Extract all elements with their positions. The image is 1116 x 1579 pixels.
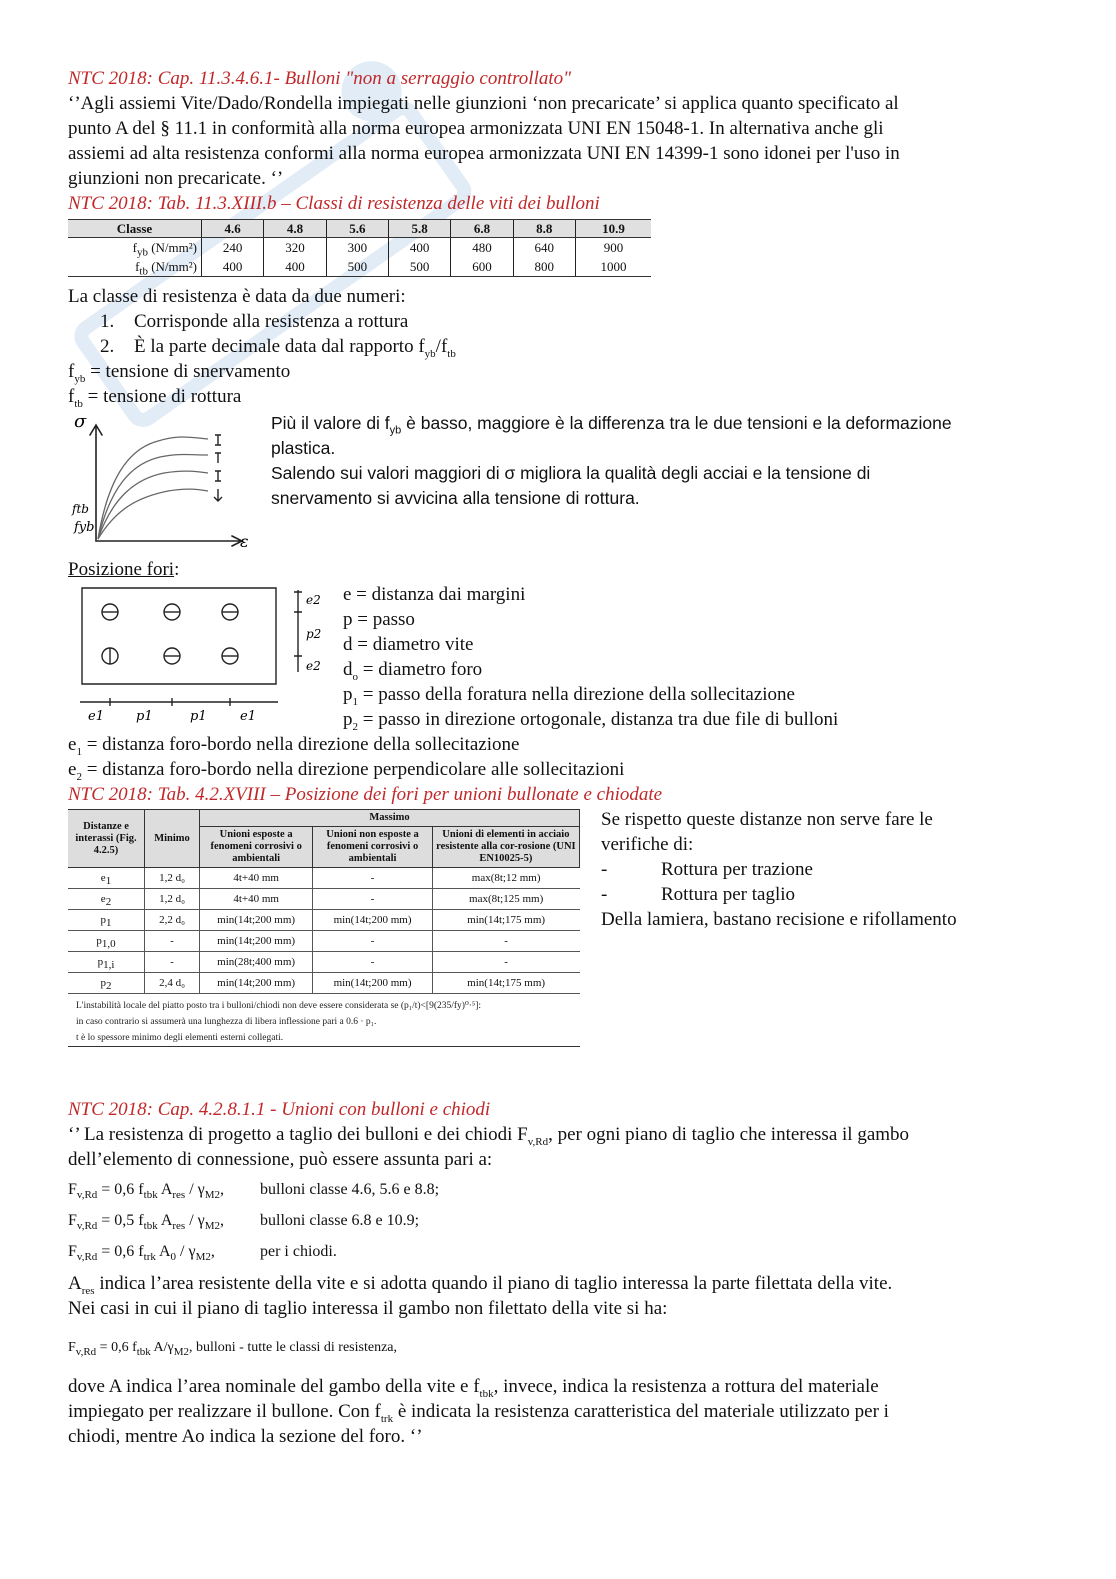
formula-gambo: $F_{v,Rd} = 0,6$ $f_{tbk}$ $A/\gamma_{M2}$, bulloni - tutte le classi di resistenza, [68,1340,398,1358]
table-header: Unioni non esposte a fenomeni corrosivi o ambientali [313,827,433,868]
table-header: 8.8 [513,220,575,238]
stress-strain-sketch [68,409,258,549]
ftb-label: ftb [72,502,89,516]
quote-paragraph [68,91,1058,191]
def-fyb: $f_{yb}$ = tensione di snervamento [68,361,291,385]
epsilon-label: ε [240,532,249,549]
table-row: $p_1$ 2,2 d₀ min(14t;200 mm) min(14t;200 mm) min(14t;175 mm) [68,910,580,931]
definition: d = diametro vite [343,634,474,655]
text-line: punto A del § 11.1 in conformità alla norma europea armonizzata UNI EN 15048-1. In alternativa anche gli [68,118,884,139]
posizione-fori-title: Posizione fori [68,559,175,580]
table-cell: 300 [326,238,388,258]
def-e1: $e_1$ = distanza foro-bordo nella direzione della sollecitazione [68,734,520,758]
text-line: Nei casi in cui il piano di taglio interessa il gambo non filettato della vite si ha: [68,1298,668,1319]
text-line: dove A indica l’area nominale del gambo della vite e $f_{tbk}$, invece, indica la resistenza a rottura del materiale [68,1376,879,1400]
table-row: $e_1$ 1,2 d₀ 4t+40 mm - max(8t;12 mm) [68,868,580,889]
list-item: 1. Corrisponde alla resistenza a rottura [100,311,409,332]
table-header: 6.8 [451,220,513,238]
formula-list [68,1174,1058,1267]
def-ftb: $f_{tb}$ = tensione di rottura [68,386,242,410]
verification-note: Se rispetto queste distanze non serve fare le verifiche di: - Rottura per trazione - Rottura per taglio Della lamiera, bastano recisione e rifollamento [601,809,957,930]
p1-label: p1 [136,709,153,724]
e1-label: e1 [88,709,104,724]
def-e2: $e_2$ = distanza foro-bordo nella direzione perpendicolare alle sollecitazioni [68,759,625,783]
p2-label: p2 [306,627,322,641]
table-header: Unioni di elementi in acciaio resistente alla cor-rosione (UNI EN10025-5) [432,827,579,868]
section-title-classi: NTC 2018: Tab. 11.3.XIII.b – Classi di resistenza delle viti dei bulloni [68,193,600,214]
text-line: dell’elemento di connessione, può essere assunta pari a: [68,1149,493,1170]
row-label: $f_{tb}$ (N/mm²) [68,257,202,277]
e2-label: e2 [306,659,321,673]
table-cell: 500 [326,257,388,277]
table-row: $e_2$ 1,2 d₀ 4t+40 mm - max(8t;125 mm) [68,889,580,910]
table-cell: 500 [388,257,450,277]
list-item: 2. È la parte decimale data dal rapporto $f_{yb}/f_{tb}$ [100,336,456,360]
text-line: assiemi ad alta resistenza conformi alla norma europea armonizzata UNI EN 14399-1 sono idonei per l'uso in [68,143,900,164]
p1-label: p1 [190,709,207,724]
definition: e = distanza dai margini [343,584,526,605]
definition: $p_1$ = passo della foratura nella direzione della sollecitazione [343,684,795,708]
text-line: ‘’ La resistenza di progetto a taglio dei bulloni e dei chiodi $F_{v,Rd}$, per ogni piano di taglio che interessa il gambo [68,1124,910,1148]
row-label: $f_{yb}$ (N/mm²) [132,240,197,259]
table-header: 5.6 [326,220,388,238]
definition: $d_o$ = diametro foro [343,659,483,683]
table-cell: 400 [264,257,326,277]
definition: $p_2$ = passo in direzione ortogonale, distanza tra due file di bulloni [343,709,839,733]
table-cell: 320 [264,238,326,258]
hole-definitions [343,582,838,732]
table-cell: 1000 [575,257,651,277]
definition: p = passo [343,609,415,630]
text-line: chiodi, mentre Ao indica la sezione del foro. ‘’ [68,1426,423,1447]
formula: $F_{v,Rd} = 0,6$ $f_{tbk}$ $A_{res} / \gamma_{M2}$, bulloni classe 4.6, 5.6 e 8.8; [68,1181,440,1202]
table-cell: 640 [513,238,575,258]
text-line: giunzioni non precaricate. ‘’ [68,168,284,189]
sigma-label: σ [74,411,87,432]
table-classi-resistenza [68,219,651,277]
section-title-bulloni: NTC 2018: Cap. 11.3.4.6.1- Bulloni "non a serraggio controllato" [68,68,572,89]
section-title-unioni: NTC 2018: Cap. 4.2.8.1.1 - Unioni con bulloni e chiodi [68,1099,491,1120]
text-line: impiegato per realizzare il bullone. Con $f_{trk}$ è indicata la resistenza caratteristica del materiale utilizzato per i [68,1401,889,1425]
table-cell: 800 [513,257,575,277]
table-note: L'instabilità locale del piatto posto tra i bulloni/chiodi non deve essere considerata se (p₁/t)<[9(235/fy)⁰·⁵]: [76,1001,482,1011]
formula: $F_{v,Rd} = 0,6$ $f_{trk}$ $A_0 / \gamma_{M2}$, per i chiodi. [68,1243,337,1264]
table-row: $p_{1,i}$ - min(28t;400 mm) - - [68,952,580,973]
table-row [68,238,651,258]
table-header: 10.9 [575,220,651,238]
table-row: $p_2$ 2,4 d₀ min(14t;200 mm) min(14t;200 mm) min(14t;175 mm) [68,973,580,994]
table-header: 4.8 [264,220,326,238]
text-line: ‘’Agli assiemi Vite/Dado/Rondella impiegati nelle giunzioni ‘non precaricate’ si applica quanto specificato al [68,93,899,114]
table-note: in caso contrario si assumerà una lunghezza di libera inflessione pari a 0.6 · p₁. [76,1017,377,1027]
hole-position-sketch [68,582,338,732]
section-title-posizione: NTC 2018: Tab. 4.2.XVIII – Posizione dei fori per unioni bullonate e chiodate [68,784,663,805]
table-cell: 400 [202,257,264,277]
table-header: 4.6 [202,220,264,238]
table-note: t è lo spessore minimo degli elementi esterni collegati. [76,1033,284,1043]
table-cell: 600 [451,257,513,277]
formula: $F_{v,Rd} = 0,5$ $f_{tbk}$ $A_{res} / \gamma_{M2}$, bulloni classe 6.8 e 10.9; [68,1212,420,1233]
table-row: $p_{1,0}$ - min(14t;200 mm) - - [68,931,580,952]
table-header: Unioni esposte a fenomeni corrosivi o ambientali [200,827,313,868]
graph-explanation: Più il valore di $f_{yb}$ è basso, maggiore è la differenza tra le due tensioni e la deformazione plastica. Salendo sui valori maggiori di σ migliora la qualità degli acciai e la tensione di snervamento si avvicina alla tensione di rottura. [271,413,952,508]
fyb-label: fyb [74,520,95,535]
table-posizione-fori [68,809,580,1047]
e2-label: e2 [306,593,321,607]
classe-intro: La classe di resistenza è data da due numeri: [68,286,406,307]
table-header: 5.8 [388,220,450,238]
e1-label: e1 [240,709,256,724]
table-header: Distanze e interassi (Fig. 4.2.5) [68,810,145,868]
table-cell: 400 [388,238,450,258]
table-cell: 240 [202,238,264,258]
table-header: Minimo [145,810,200,868]
table-row [68,257,651,277]
table-header: Massimo [200,810,580,827]
table-header: Classe [68,220,202,238]
table-header-row [68,220,651,238]
table-cell: 900 [575,238,651,258]
table-cell: 480 [451,238,513,258]
text-line: $A_{res}$ indica l’area resistente della vite e si adotta quando il piano di taglio interessa la parte filettata della vite. [68,1273,893,1297]
